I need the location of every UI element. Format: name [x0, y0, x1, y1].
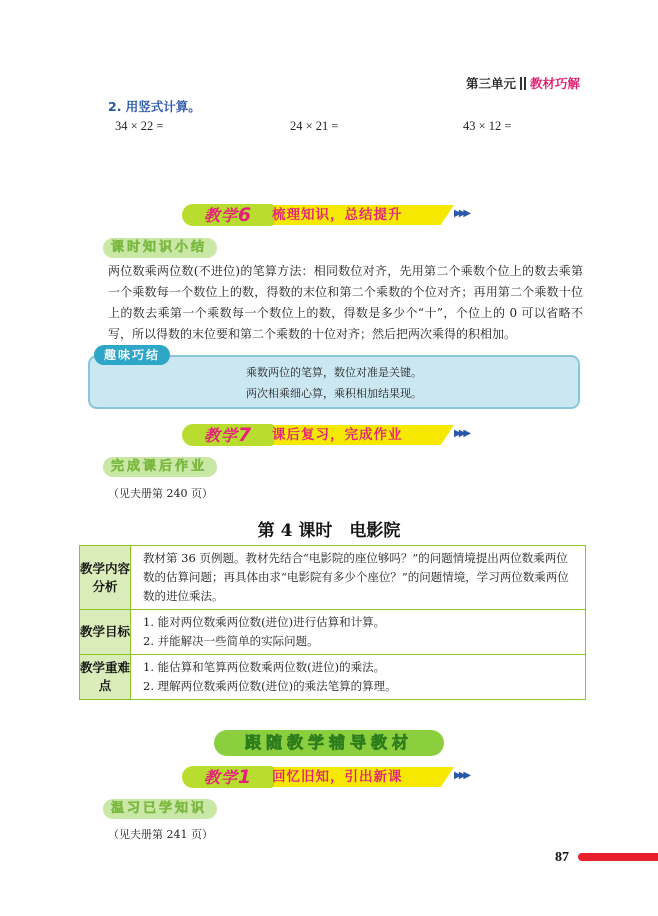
- page-number: 87: [555, 850, 569, 865]
- homework-label: 完成课后作业: [103, 457, 217, 477]
- lesson-title: 第 4 课时 电影院: [257, 521, 401, 541]
- rhyme-line-1: 乘数两位的笔算，数位对准是关键。: [246, 366, 422, 379]
- table-row: [80, 609, 585, 654]
- homework-ref: （见夫册第 240 页）: [108, 487, 213, 500]
- follow-teaching-banner: 跟随教学辅导教材: [214, 730, 444, 756]
- table-row: [80, 654, 585, 699]
- summary-text: 两位数乘两位数(不进位)的笔算方法：相同数位对齐，先用第二个乘数个位上的数去乘第一个乘数每一个数位上的数，得数的末位和第二个乘数的个位对齐；再用第二个乘数十位上的数去乘第一个乘数每一个数位上的数，得数是多少个“十”，个位上的 0 可以省略不写，所以得数的末位要和第二个乘数的十位对齐；然后把两次乘得的积相加。: [108, 264, 583, 341]
- fun-summary-box: [88, 348, 580, 409]
- teaching-banner-7: [182, 424, 467, 446]
- analysis-table: [79, 545, 586, 700]
- fun-summary-label: 趣味巧结: [94, 345, 170, 365]
- banner-title: 课后复习，完成作业: [272, 427, 403, 443]
- problem-2: 24 × 21 =: [290, 119, 339, 133]
- problem-1: 34 × 22 =: [115, 119, 164, 133]
- header-title: 教材巧解: [529, 76, 580, 91]
- teaching-banner-1: [182, 766, 467, 788]
- summary-label: 课时知识小结: [103, 238, 217, 258]
- row-label: 教学内容分析: [80, 546, 131, 609]
- review-ref: （见夫册第 241 页）: [108, 828, 213, 841]
- teaching-banner-6: [182, 204, 467, 226]
- arrows-icon: ▶▶▶: [454, 208, 469, 219]
- row-label: 教学重难点: [80, 655, 131, 699]
- problem-3: 43 × 12 =: [463, 119, 512, 133]
- page-bar: [578, 853, 658, 861]
- exercise-heading: 2. 用竖式计算。: [108, 99, 201, 114]
- rhyme-line-2: 两次相乘细心算，乘积相加结果现。: [246, 387, 422, 400]
- row-label: 教学目标: [80, 610, 131, 654]
- table-row: [80, 546, 585, 609]
- arrows-icon: ▶▶▶: [454, 770, 469, 781]
- banner-title: 梳理知识，总结提升: [272, 207, 403, 223]
- review-label: 温习已学知识: [103, 799, 217, 819]
- row-content: 1. 能估算和笔算两位数乘两位数(进位)的乘法。 2. 理解两位数乘两位数(进位)的乘法笔算的算理。: [143, 660, 397, 693]
- banner-tag: 教学6: [182, 204, 274, 226]
- unit-label: 第三单元: [465, 76, 516, 91]
- banner-tag: 教学7: [182, 424, 274, 446]
- row-content: 教材第 36 页例题。教材先结合“电影院的座位够吗？”的问题情境提出两位数乘两位数的估算问题；再具体由求“电影院有多少个座位？”的问题情境，学习两位数乘两位数的进位乘法。: [143, 551, 569, 603]
- running-header: [466, 74, 580, 92]
- banner-title: 回忆旧知，引出新课: [272, 769, 403, 785]
- arrows-icon: ▶▶▶: [454, 428, 469, 439]
- banner-tag: 教学1: [182, 766, 274, 788]
- row-content: 1. 能对两位数乘两位数(进位)进行估算和计算。 2. 并能解决一些简单的实际问题。: [143, 615, 386, 648]
